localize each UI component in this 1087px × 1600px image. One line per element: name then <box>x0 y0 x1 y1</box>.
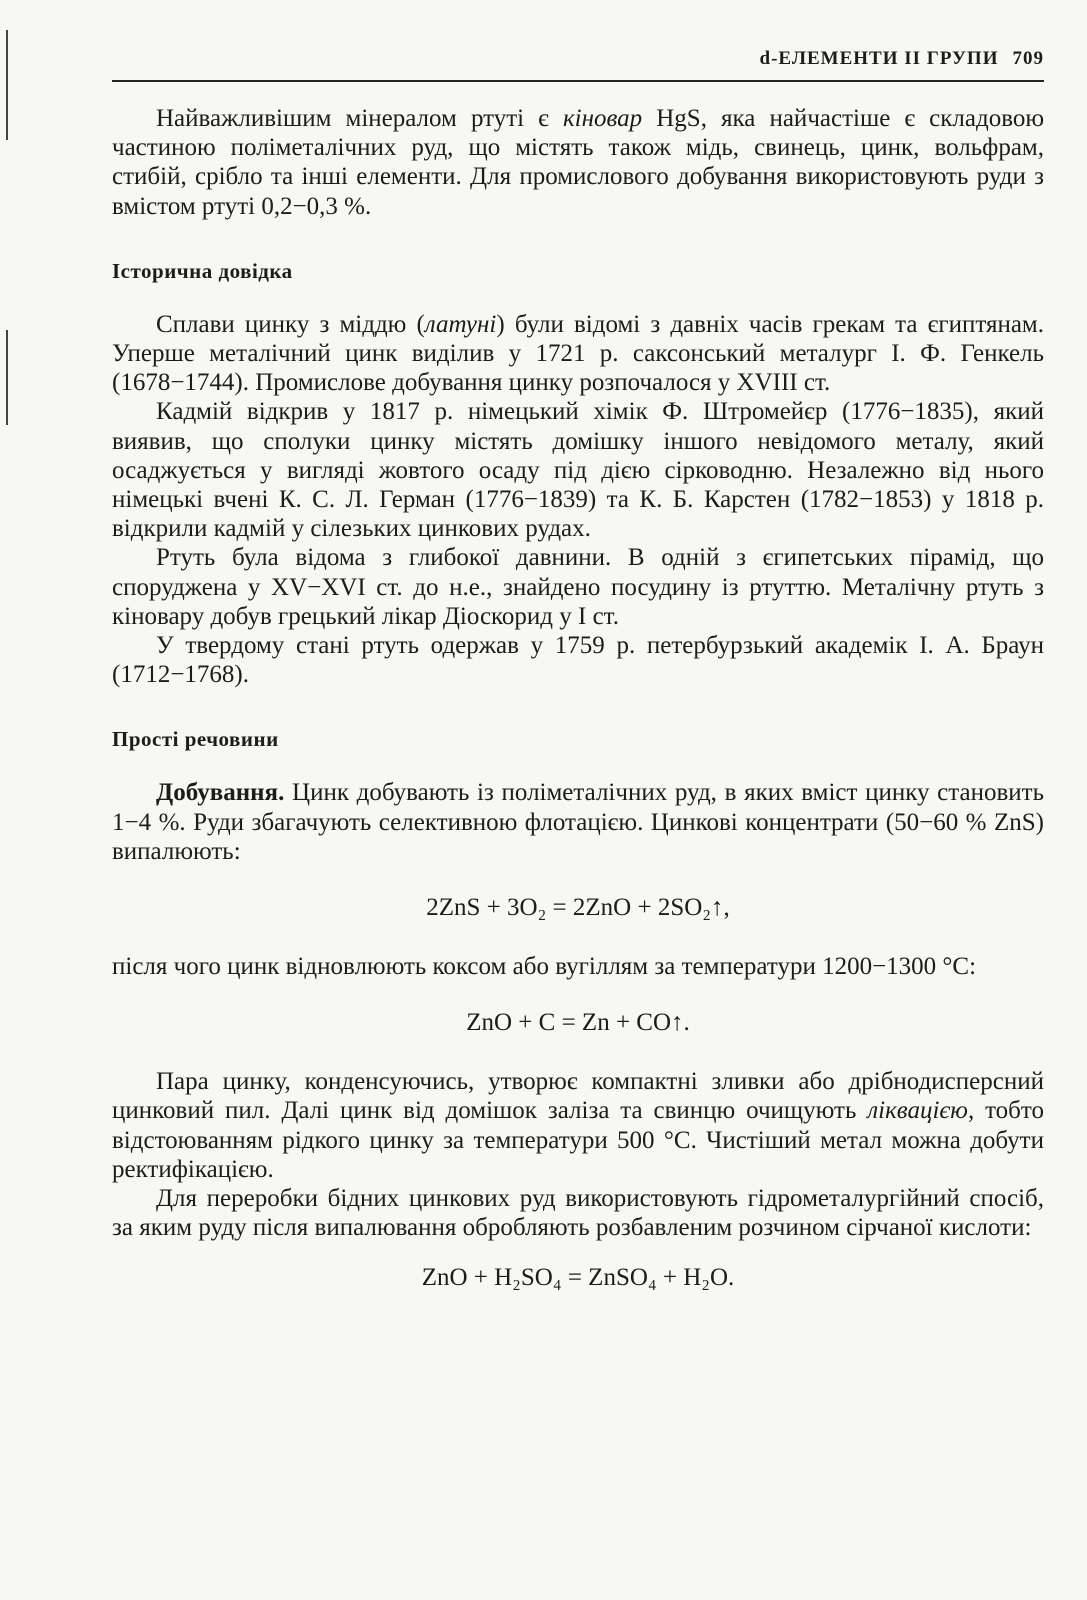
history-paragraph-mercury: Ртуть була відома з глибокої давнини. В одній з єгипетських пірамід, що споруджена у XV−XVI ст. до н.е., знайдено посудину із ртуттю. Металічну ртуть з кіновару добув грецький лікар Діоскорид у І ст. <box>112 544 1044 630</box>
equation-roasting: 2ZnS + 3O₂ = 2ZnO + 2SO₂↑, <box>426 894 730 922</box>
term-cinnabar: кіновар <box>562 105 643 132</box>
intro-paragraph: Найважливішим мінералом ртуті є кіновар HgS, яка найчастіше є складовою частиною поліметалічних руд, що містять також мідь, свинець, цинк, вольфрам, стибій, срібло та інші елементи. Для промислового добування використовують руди з вмістом ртуті 0,2−0,3 %. <box>112 105 1045 220</box>
history-paragraph-cadmium: Кадмій відкрив у 1817 р. німецький хімік Ф. Штромейєр (1776−1835), який виявив, що сполуки цинку містять домішку іншого невідомого металу, який осаджується у вигляді жовтого осаду під дією сірководню. Незалежно від нього німецькі вчені К. С. Л. Герман (1776−1839) та К. Б. Карстен (1782−1853) у 1818 р. відкрили кадмій у сілезьких цинкових рудах. <box>112 398 1044 543</box>
history-paragraph-brass: Сплави цинку з міддю (латуні) були відомі з давніх часів грекам та єгиптянам. Уперше металічний цинк виділив у 1721 р. саксонський металург І. Ф. Генкель (1678−1744). Промислове добування цинку розпочалося у XVIII ст. <box>112 310 1045 397</box>
reduction-paragraph: після чого цинк відновлюють коксом або вугіллям за температури 1200−1300 °С: <box>112 953 977 981</box>
term-liquation: ліквацією <box>867 1097 968 1125</box>
margin-line-middle <box>6 330 8 425</box>
equation-leaching: ZnO + H₂SO₄ = ZnSO₄ + H₂O. <box>421 1264 735 1292</box>
running-head <box>112 48 1044 82</box>
margin-line-top <box>6 30 8 140</box>
term-brass: латуні <box>424 310 497 338</box>
equation-reduction: ZnO + C = Zn + CO↑. <box>466 1009 690 1037</box>
history-paragraph-solid-mercury: У твердому стані ртуть одержав у 1759 р. петербурзький академік І. А. Браун (1712−1768). <box>112 632 1044 689</box>
production-paragraph: Добування. Цинк добувають із поліметалічних руд, в яких вміст цинку становить 1−4 %. Руди збагачують селективною флотацією. Цинкові концентрати (50−60 % ZnS) випалюють: <box>112 779 1044 865</box>
document-page <box>112 48 1044 1322</box>
heading-history: Історична довідка <box>112 258 293 283</box>
refining-paragraph: Пара цинку, конденсуючись, утворює компактні зливки або дрібнодисперсний цинковий пил. Далі цинк від домішок заліза та свинцю очищують ліквацією, тобто відстоюванням рідкого цинку за температури 500 °С. Чистіший метал можна добути ректифікацією. <box>112 1068 1044 1183</box>
running-head-title: d-ЕЛЕМЕНТИ II ГРУПИ <box>759 48 999 69</box>
run-in-heading-production: Добування. <box>156 779 285 807</box>
heading-simple-substances: Прості речовини <box>112 727 279 752</box>
hydrometallurgy-paragraph: Для переробки бідних цинкових руд використовують гідрометалургійний спосіб, за яким руду після випалювання обробляють розбавленим розчином сірчаної кислоти: <box>112 1185 1044 1242</box>
page-number: 709 <box>1012 48 1044 69</box>
